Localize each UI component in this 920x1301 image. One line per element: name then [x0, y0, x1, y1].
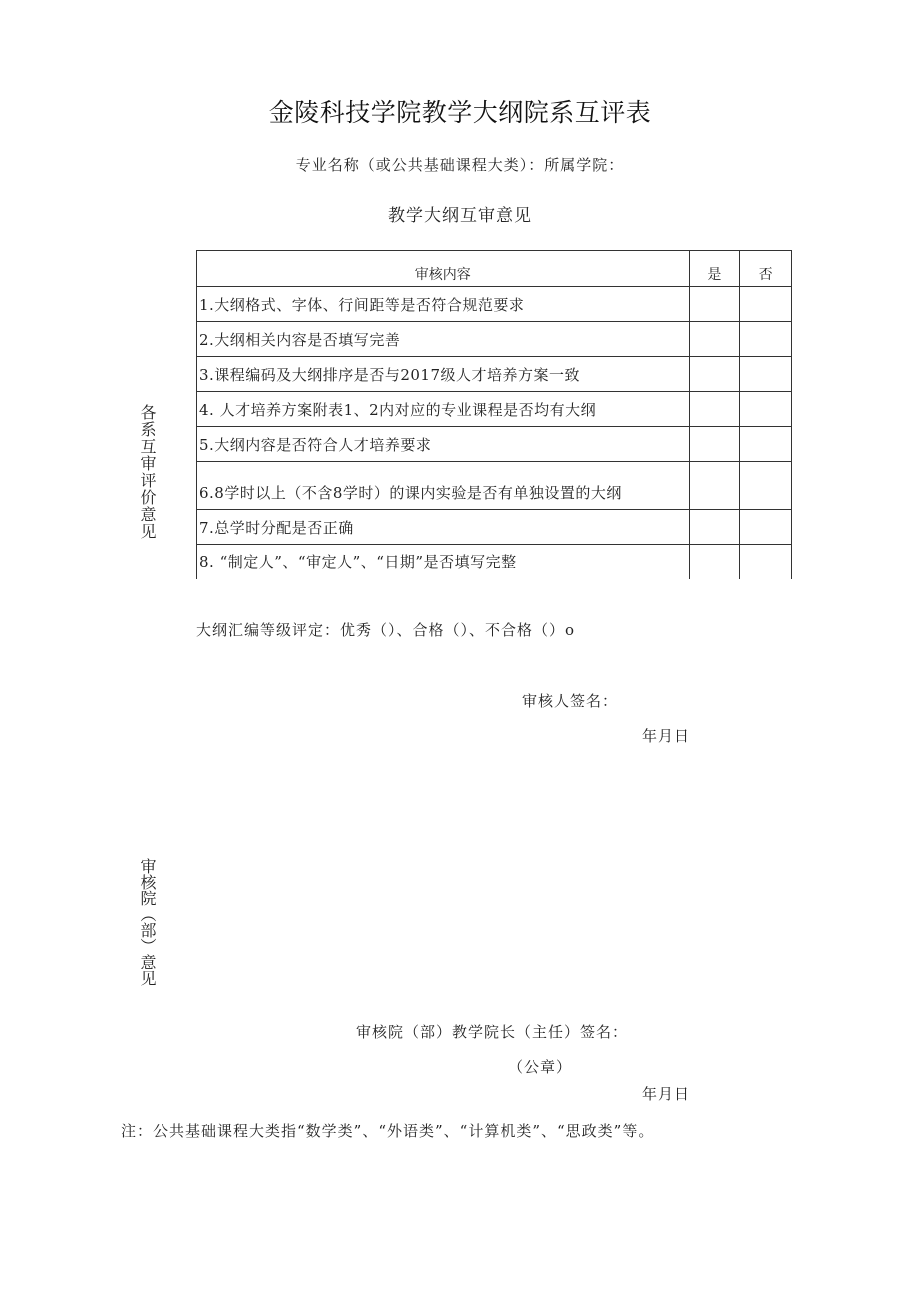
yes-cell[interactable] — [689, 462, 740, 510]
page-title: 金陵科技学院教学大纲院系互评表 — [268, 98, 652, 127]
reviewer-signature: 审核人签名： — [522, 692, 619, 710]
criterion-text: 1.大纲格式、字体、行间距等是否符合规范要求 — [197, 287, 690, 322]
yes-cell[interactable] — [689, 545, 740, 579]
no-cell[interactable] — [740, 287, 792, 322]
table-row — [197, 427, 792, 462]
dept-review-label: 各系互审评价意见 — [138, 404, 157, 540]
table-row — [197, 322, 792, 357]
table-row — [197, 462, 792, 510]
date-line: 年月日 — [642, 727, 691, 745]
criterion-text: 5.大纲内容是否符合人才培养要求 — [197, 427, 690, 462]
header-content: 审核内容 — [197, 251, 690, 287]
official-seal: （公章） — [508, 1058, 573, 1076]
no-cell[interactable] — [740, 357, 792, 392]
footnote: 注：公共基础课程大类指“数学类”、“外语类”、“计算机类”、“思政类”等。 — [121, 1122, 655, 1140]
criterion-text: 6.8学时以上（不含8学时）的课内实验是否有单独设置的大纲 — [197, 462, 690, 510]
no-cell[interactable] — [740, 322, 792, 357]
yes-cell[interactable] — [689, 510, 740, 545]
no-cell[interactable] — [740, 510, 792, 545]
table-row — [197, 392, 792, 427]
yes-cell[interactable] — [689, 357, 740, 392]
section-title: 教学大纲互审意见 — [388, 206, 532, 226]
no-cell[interactable] — [740, 392, 792, 427]
grade-line: 大纲汇编等级评定：优秀（）、合格（）、不合格（）o — [196, 621, 576, 639]
yes-cell[interactable] — [689, 392, 740, 427]
criterion-text: 7.总学时分配是否正确 — [197, 510, 690, 545]
date-line: 年月日 — [642, 1085, 691, 1103]
table-header-row — [197, 251, 792, 287]
header-no: 否 — [740, 251, 792, 287]
criterion-text: 3.课程编码及大纲排序是否与2017级人才培养方案一致 — [197, 357, 690, 392]
no-cell[interactable] — [740, 462, 792, 510]
table-row — [197, 357, 792, 392]
table-row — [197, 545, 792, 579]
table-row — [197, 287, 792, 322]
yes-cell[interactable] — [689, 287, 740, 322]
criterion-text: 2.大纲相关内容是否填写完善 — [197, 322, 690, 357]
college-review-label: 审核院（部）意见 — [138, 858, 157, 986]
review-table — [196, 250, 792, 579]
major-line: 专业名称（或公共基础课程大类）：所属学院： — [295, 156, 625, 174]
no-cell[interactable] — [740, 427, 792, 462]
header-yes: 是 — [689, 251, 740, 287]
yes-cell[interactable] — [689, 322, 740, 357]
table-row — [197, 510, 792, 545]
no-cell[interactable] — [740, 545, 792, 579]
dean-signature: 审核院（部）教学院长（主任）签名： — [356, 1023, 629, 1041]
yes-cell[interactable] — [689, 427, 740, 462]
criterion-text: 4. 人才培养方案附表1、2内对应的专业课程是否均有大纲 — [197, 392, 690, 427]
criterion-text: 8. “制定人”、“审定人”、“日期”是否填写完整 — [197, 545, 690, 579]
